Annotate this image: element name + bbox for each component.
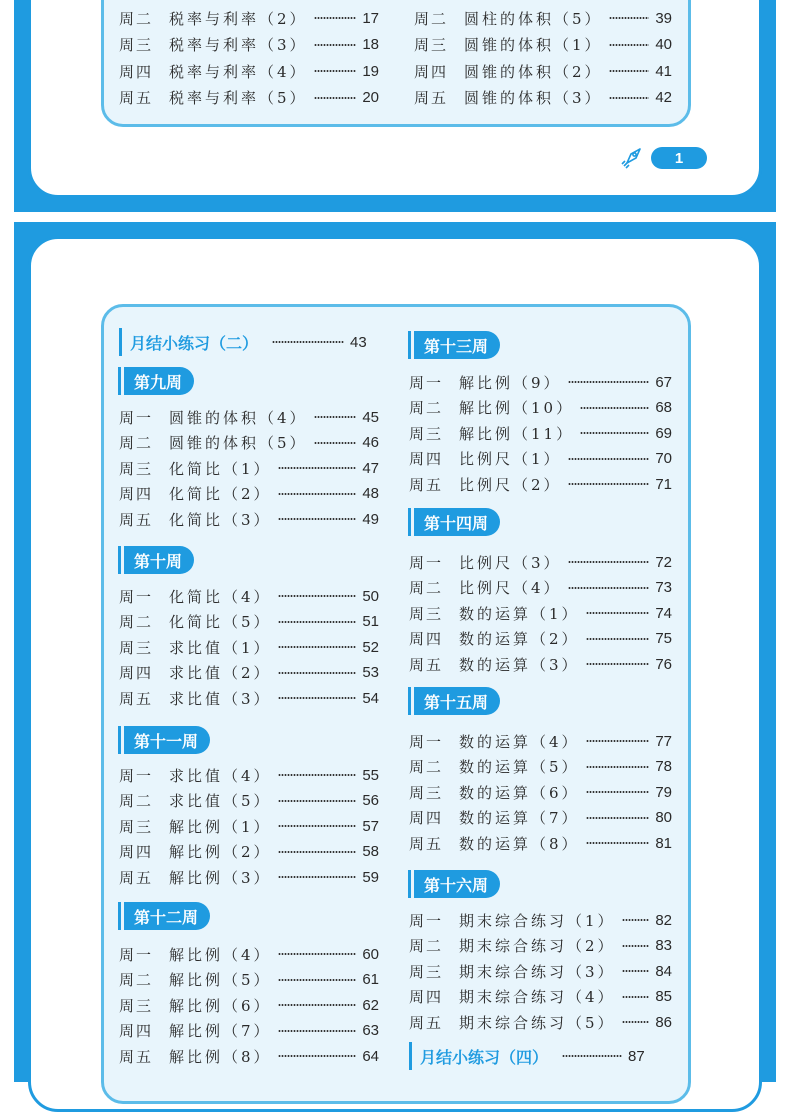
day-label: 周三 xyxy=(409,604,444,623)
toc-row[interactable] xyxy=(119,507,379,531)
page-number: 71 xyxy=(655,475,672,493)
day-label: 周二 xyxy=(119,971,154,989)
leader-dots xyxy=(278,518,357,520)
day-label: 周二 xyxy=(409,937,444,955)
topic-label: 期末综合练习（4） xyxy=(459,988,616,1006)
page-number: 50 xyxy=(362,587,379,605)
day-label: 周五 xyxy=(119,689,154,708)
day-label: 周三 xyxy=(409,424,444,443)
leader-dots xyxy=(622,970,650,972)
toc-row[interactable] xyxy=(119,661,379,685)
monthly-practice-entry[interactable] xyxy=(119,328,367,356)
topic-label: 数的运算（8） xyxy=(459,834,580,853)
leader-dots xyxy=(314,416,357,418)
topic-label: 期末综合练习（2） xyxy=(459,937,616,955)
topic-label: 税率与利率（3） xyxy=(169,36,308,54)
day-label: 周三 xyxy=(119,36,154,54)
page-number: 67 xyxy=(655,373,672,391)
day-label: 周一 xyxy=(409,732,444,751)
leader-dots xyxy=(278,774,357,776)
leader-dots xyxy=(278,1004,357,1006)
leader-dots xyxy=(609,17,650,19)
leader-dots xyxy=(278,1030,357,1032)
leader-dots xyxy=(278,467,357,469)
toc-row[interactable] xyxy=(409,601,672,625)
topic-label: 比例尺（2） xyxy=(459,475,562,494)
page-number: 54 xyxy=(362,689,379,707)
toc-row[interactable] xyxy=(119,86,379,110)
day-label: 周四 xyxy=(409,809,444,827)
topic-label: 化简比（3） xyxy=(169,510,272,529)
topic-label: 数的运算（1） xyxy=(459,604,580,623)
toc-row[interactable] xyxy=(119,482,379,506)
toc-row[interactable] xyxy=(409,959,672,983)
topic-label: 化简比（2） xyxy=(169,485,272,503)
topic-label: 圆锥的体积（2） xyxy=(464,62,603,81)
toc-row[interactable] xyxy=(409,934,672,958)
week-heading: 第十周 xyxy=(124,546,194,574)
page-number: 51 xyxy=(362,613,379,630)
topic-label: 化简比（5） xyxy=(169,613,272,631)
leader-dots xyxy=(586,842,650,844)
topic-label: 圆锥的体积（3） xyxy=(464,89,603,107)
leader-dots xyxy=(609,44,650,46)
page-number: 57 xyxy=(362,817,379,835)
topic-label: 税率与利率（4） xyxy=(169,62,308,81)
day-label: 周二 xyxy=(414,9,449,28)
leader-dots xyxy=(278,979,357,981)
page-number: 49 xyxy=(362,510,379,528)
toc-row[interactable] xyxy=(414,33,672,57)
page-number: 59 xyxy=(362,868,379,886)
topic-label: 比例尺（3） xyxy=(459,553,562,572)
week-heading: 第十三周 xyxy=(414,331,500,359)
leader-dots xyxy=(622,919,650,921)
toc-row[interactable] xyxy=(409,627,672,651)
page-number: 42 xyxy=(655,89,672,106)
monthly-practice-label: 月结小练习（四） xyxy=(420,1047,549,1067)
monthly-practice-entry-bottom[interactable] xyxy=(409,1042,645,1070)
page-number: 58 xyxy=(362,843,379,860)
toc-row[interactable] xyxy=(119,1044,379,1068)
topic-label: 期末综合练习（3） xyxy=(459,962,616,981)
day-label: 周三 xyxy=(409,962,444,981)
day-label: 周三 xyxy=(119,996,154,1015)
day-label: 周二 xyxy=(119,434,154,452)
page-number: 62 xyxy=(362,996,379,1014)
leader-dots xyxy=(586,740,650,742)
page-number: 73 xyxy=(655,579,672,596)
day-label: 周二 xyxy=(119,613,154,631)
toc-row[interactable] xyxy=(409,472,672,496)
leader-dots xyxy=(586,638,650,640)
topic-label: 解比例（6） xyxy=(169,996,272,1015)
day-label: 周四 xyxy=(409,988,444,1006)
topic-label: 解比例（11） xyxy=(459,424,575,443)
toc-row[interactable] xyxy=(409,1010,672,1034)
page-number: 85 xyxy=(655,988,672,1005)
monthly-practice-label: 月结小练习（二） xyxy=(130,333,259,353)
page-number-badge: 1 xyxy=(651,147,707,169)
page-number: 63 xyxy=(362,1022,379,1039)
day-label: 周一 xyxy=(409,911,444,930)
toc-row[interactable] xyxy=(409,576,672,600)
page-number: 76 xyxy=(655,655,672,673)
leader-dots xyxy=(622,996,650,998)
topic-label: 解比例（3） xyxy=(169,868,272,887)
rocket-icon xyxy=(621,145,645,169)
page-number: 47 xyxy=(362,459,379,477)
day-label: 周一 xyxy=(409,373,444,392)
toc-row[interactable] xyxy=(409,780,672,804)
day-label: 周二 xyxy=(119,792,154,810)
day-label: 周二 xyxy=(409,579,444,597)
week-heading: 第十四周 xyxy=(414,508,500,536)
topic-label: 求比值（1） xyxy=(169,638,272,657)
topic-label: 比例尺（1） xyxy=(459,450,562,468)
toc-row[interactable] xyxy=(119,840,379,864)
day-label: 周五 xyxy=(409,655,444,674)
day-label: 周五 xyxy=(409,475,444,494)
day-label: 周四 xyxy=(409,450,444,468)
monthly-practice-page: 87 xyxy=(628,1047,645,1065)
topic-label: 解比例（5） xyxy=(169,971,272,989)
leader-dots xyxy=(586,663,650,665)
day-label: 周一 xyxy=(409,553,444,572)
toc-row[interactable] xyxy=(409,396,672,420)
topic-label: 解比例（4） xyxy=(169,945,272,964)
monthly-practice-page: 43 xyxy=(350,333,367,351)
toc-row[interactable] xyxy=(119,431,379,455)
week-heading: 第十五周 xyxy=(414,687,500,715)
page-number: 82 xyxy=(655,911,672,929)
leader-dots xyxy=(278,697,357,699)
page-number: 70 xyxy=(655,450,672,467)
topic-label: 数的运算（3） xyxy=(459,655,580,674)
topic-label: 税率与利率（5） xyxy=(169,89,308,107)
topic-label: 解比例（10） xyxy=(459,399,575,417)
page-number: 46 xyxy=(362,434,379,451)
page-number: 39 xyxy=(655,9,672,27)
toc-row[interactable] xyxy=(119,635,379,659)
day-label: 周二 xyxy=(409,758,444,776)
day-label: 周五 xyxy=(119,1047,154,1066)
toc-row[interactable] xyxy=(409,831,672,855)
toc-row[interactable] xyxy=(119,405,379,429)
page-number: 40 xyxy=(655,36,672,53)
page-number: 53 xyxy=(362,664,379,681)
leader-dots xyxy=(278,595,357,597)
page-number: 80 xyxy=(655,809,672,826)
toc-row[interactable] xyxy=(409,729,672,753)
toc-row[interactable] xyxy=(409,755,672,779)
leader-dots xyxy=(580,407,649,409)
topic-label: 数的运算（5） xyxy=(459,758,580,776)
page-number: 48 xyxy=(362,485,379,502)
day-label: 周三 xyxy=(119,817,154,836)
leader-dots xyxy=(278,825,357,827)
day-label: 周三 xyxy=(119,638,154,657)
toc-row[interactable] xyxy=(414,59,672,83)
page-number: 83 xyxy=(655,937,672,954)
leader-dots xyxy=(272,341,344,343)
week-heading: 第十六周 xyxy=(414,870,500,898)
leader-dots xyxy=(314,442,357,444)
week-heading: 第九周 xyxy=(124,367,194,395)
topic-label: 期末综合练习（1） xyxy=(459,911,616,930)
leader-dots xyxy=(586,612,650,614)
toc-row[interactable] xyxy=(414,6,672,30)
page-number: 84 xyxy=(655,962,672,980)
day-label: 周一 xyxy=(119,766,154,785)
topic-label: 求比值（3） xyxy=(169,689,272,708)
leader-dots xyxy=(609,97,650,99)
leader-dots xyxy=(278,493,357,495)
leader-dots xyxy=(314,70,357,72)
leader-dots xyxy=(278,800,357,802)
leader-dots xyxy=(278,1055,357,1057)
day-label: 周五 xyxy=(414,89,449,107)
day-label: 周四 xyxy=(119,485,154,503)
toc-row[interactable] xyxy=(409,806,672,830)
day-label: 周五 xyxy=(119,868,154,887)
topic-label: 税率与利率（2） xyxy=(169,9,308,28)
leader-dots xyxy=(622,1021,650,1023)
topic-label: 解比例（2） xyxy=(169,843,272,861)
page-number: 78 xyxy=(655,758,672,775)
topic-label: 比例尺（4） xyxy=(459,579,562,597)
leader-dots xyxy=(278,851,357,853)
page-number: 69 xyxy=(655,424,672,442)
toc-row[interactable] xyxy=(409,652,672,676)
toc-row[interactable] xyxy=(409,421,672,445)
leader-dots xyxy=(580,432,649,434)
leader-dots xyxy=(568,587,650,589)
toc-row[interactable] xyxy=(409,370,672,394)
week-heading: 第十二周 xyxy=(124,902,210,930)
leader-dots xyxy=(568,483,650,485)
day-label: 周四 xyxy=(414,62,449,81)
toc-row[interactable] xyxy=(119,942,379,966)
page-number: 17 xyxy=(362,9,379,27)
week-heading: 第十一周 xyxy=(124,726,210,754)
topic-label: 期末综合练习（5） xyxy=(459,1013,616,1032)
page-number: 79 xyxy=(655,783,672,801)
leader-dots xyxy=(609,70,650,72)
day-label: 周五 xyxy=(119,510,154,529)
leader-dots xyxy=(278,621,357,623)
leader-dots xyxy=(568,381,650,383)
toc-row[interactable] xyxy=(119,686,379,710)
page-number: 45 xyxy=(362,408,379,426)
toc-row[interactable] xyxy=(119,1019,379,1043)
page-number: 86 xyxy=(655,1013,672,1031)
day-label: 周三 xyxy=(409,783,444,802)
toc-row[interactable] xyxy=(119,33,379,57)
toc-row[interactable] xyxy=(119,789,379,813)
leader-dots xyxy=(586,766,650,768)
topic-label: 解比例（1） xyxy=(169,817,272,836)
topic-label: 求比值（4） xyxy=(169,766,272,785)
topic-label: 数的运算（4） xyxy=(459,732,580,751)
topic-label: 数的运算（7） xyxy=(459,809,580,827)
day-label: 周四 xyxy=(119,664,154,682)
leader-dots xyxy=(314,97,357,99)
leader-dots xyxy=(586,817,650,819)
toc-row[interactable] xyxy=(409,447,672,471)
topic-label: 解比例（7） xyxy=(169,1022,272,1040)
page-number: 68 xyxy=(655,399,672,416)
toc-row[interactable] xyxy=(119,814,379,838)
day-label: 周二 xyxy=(119,9,154,28)
day-label: 周一 xyxy=(119,408,154,427)
day-label: 周四 xyxy=(409,630,444,648)
day-label: 周二 xyxy=(409,399,444,417)
toc-row[interactable] xyxy=(119,584,379,608)
leader-dots xyxy=(586,791,650,793)
leader-dots xyxy=(278,646,357,648)
topic-label: 圆锥的体积（1） xyxy=(464,36,603,54)
page-number: 55 xyxy=(362,766,379,784)
toc-row[interactable] xyxy=(409,550,672,574)
page-number: 41 xyxy=(655,62,672,80)
day-label: 周一 xyxy=(119,587,154,606)
leader-dots xyxy=(568,458,650,460)
day-label: 周四 xyxy=(119,1022,154,1040)
day-label: 周四 xyxy=(119,62,154,81)
day-label: 周三 xyxy=(119,459,154,478)
topic-label: 圆锥的体积（5） xyxy=(169,434,308,452)
toc-row[interactable] xyxy=(409,985,672,1009)
page-number: 72 xyxy=(655,553,672,571)
page-number: 74 xyxy=(655,604,672,622)
page-number: 61 xyxy=(362,971,379,988)
page-number: 18 xyxy=(362,36,379,53)
leader-dots xyxy=(562,1055,622,1057)
toc-row[interactable] xyxy=(119,610,379,634)
toc-row[interactable] xyxy=(119,968,379,992)
leader-dots xyxy=(568,561,650,563)
page-number: 81 xyxy=(655,834,672,852)
leader-dots xyxy=(278,672,357,674)
topic-label: 化简比（4） xyxy=(169,587,272,606)
topic-label: 圆柱的体积（5） xyxy=(464,9,603,28)
day-label: 周三 xyxy=(414,36,449,54)
day-label: 周四 xyxy=(119,843,154,861)
page-number: 19 xyxy=(362,62,379,80)
toc-row[interactable] xyxy=(119,993,379,1017)
topic-label: 数的运算（6） xyxy=(459,783,580,802)
toc-row[interactable] xyxy=(119,6,379,30)
leader-dots xyxy=(278,876,357,878)
page-number: 64 xyxy=(362,1047,379,1065)
topic-label: 解比例（8） xyxy=(169,1047,272,1066)
topic-label: 解比例（9） xyxy=(459,373,562,392)
topic-label: 求比值（5） xyxy=(169,792,272,810)
topic-label: 求比值（2） xyxy=(169,664,272,682)
page-number: 20 xyxy=(362,89,379,106)
toc-row[interactable] xyxy=(409,908,672,932)
day-label: 周五 xyxy=(409,834,444,853)
topic-label: 化简比（1） xyxy=(169,459,272,478)
leader-dots xyxy=(314,44,357,46)
page-number: 52 xyxy=(362,638,379,656)
page-number: 60 xyxy=(362,945,379,963)
page-number: 77 xyxy=(655,732,672,750)
page-number: 56 xyxy=(362,792,379,809)
leader-dots xyxy=(278,953,357,955)
toc-row[interactable] xyxy=(119,865,379,889)
toc-row[interactable] xyxy=(119,59,379,83)
topic-label: 圆锥的体积（4） xyxy=(169,408,308,427)
leader-dots xyxy=(622,945,650,947)
leader-dots xyxy=(314,17,357,19)
day-label: 周五 xyxy=(409,1013,444,1032)
day-label: 周五 xyxy=(119,89,154,107)
topic-label: 数的运算（2） xyxy=(459,630,580,648)
toc-row[interactable] xyxy=(119,456,379,480)
toc-row[interactable] xyxy=(414,86,672,110)
day-label: 周一 xyxy=(119,945,154,964)
toc-row[interactable] xyxy=(119,763,379,787)
page-number: 75 xyxy=(655,630,672,647)
